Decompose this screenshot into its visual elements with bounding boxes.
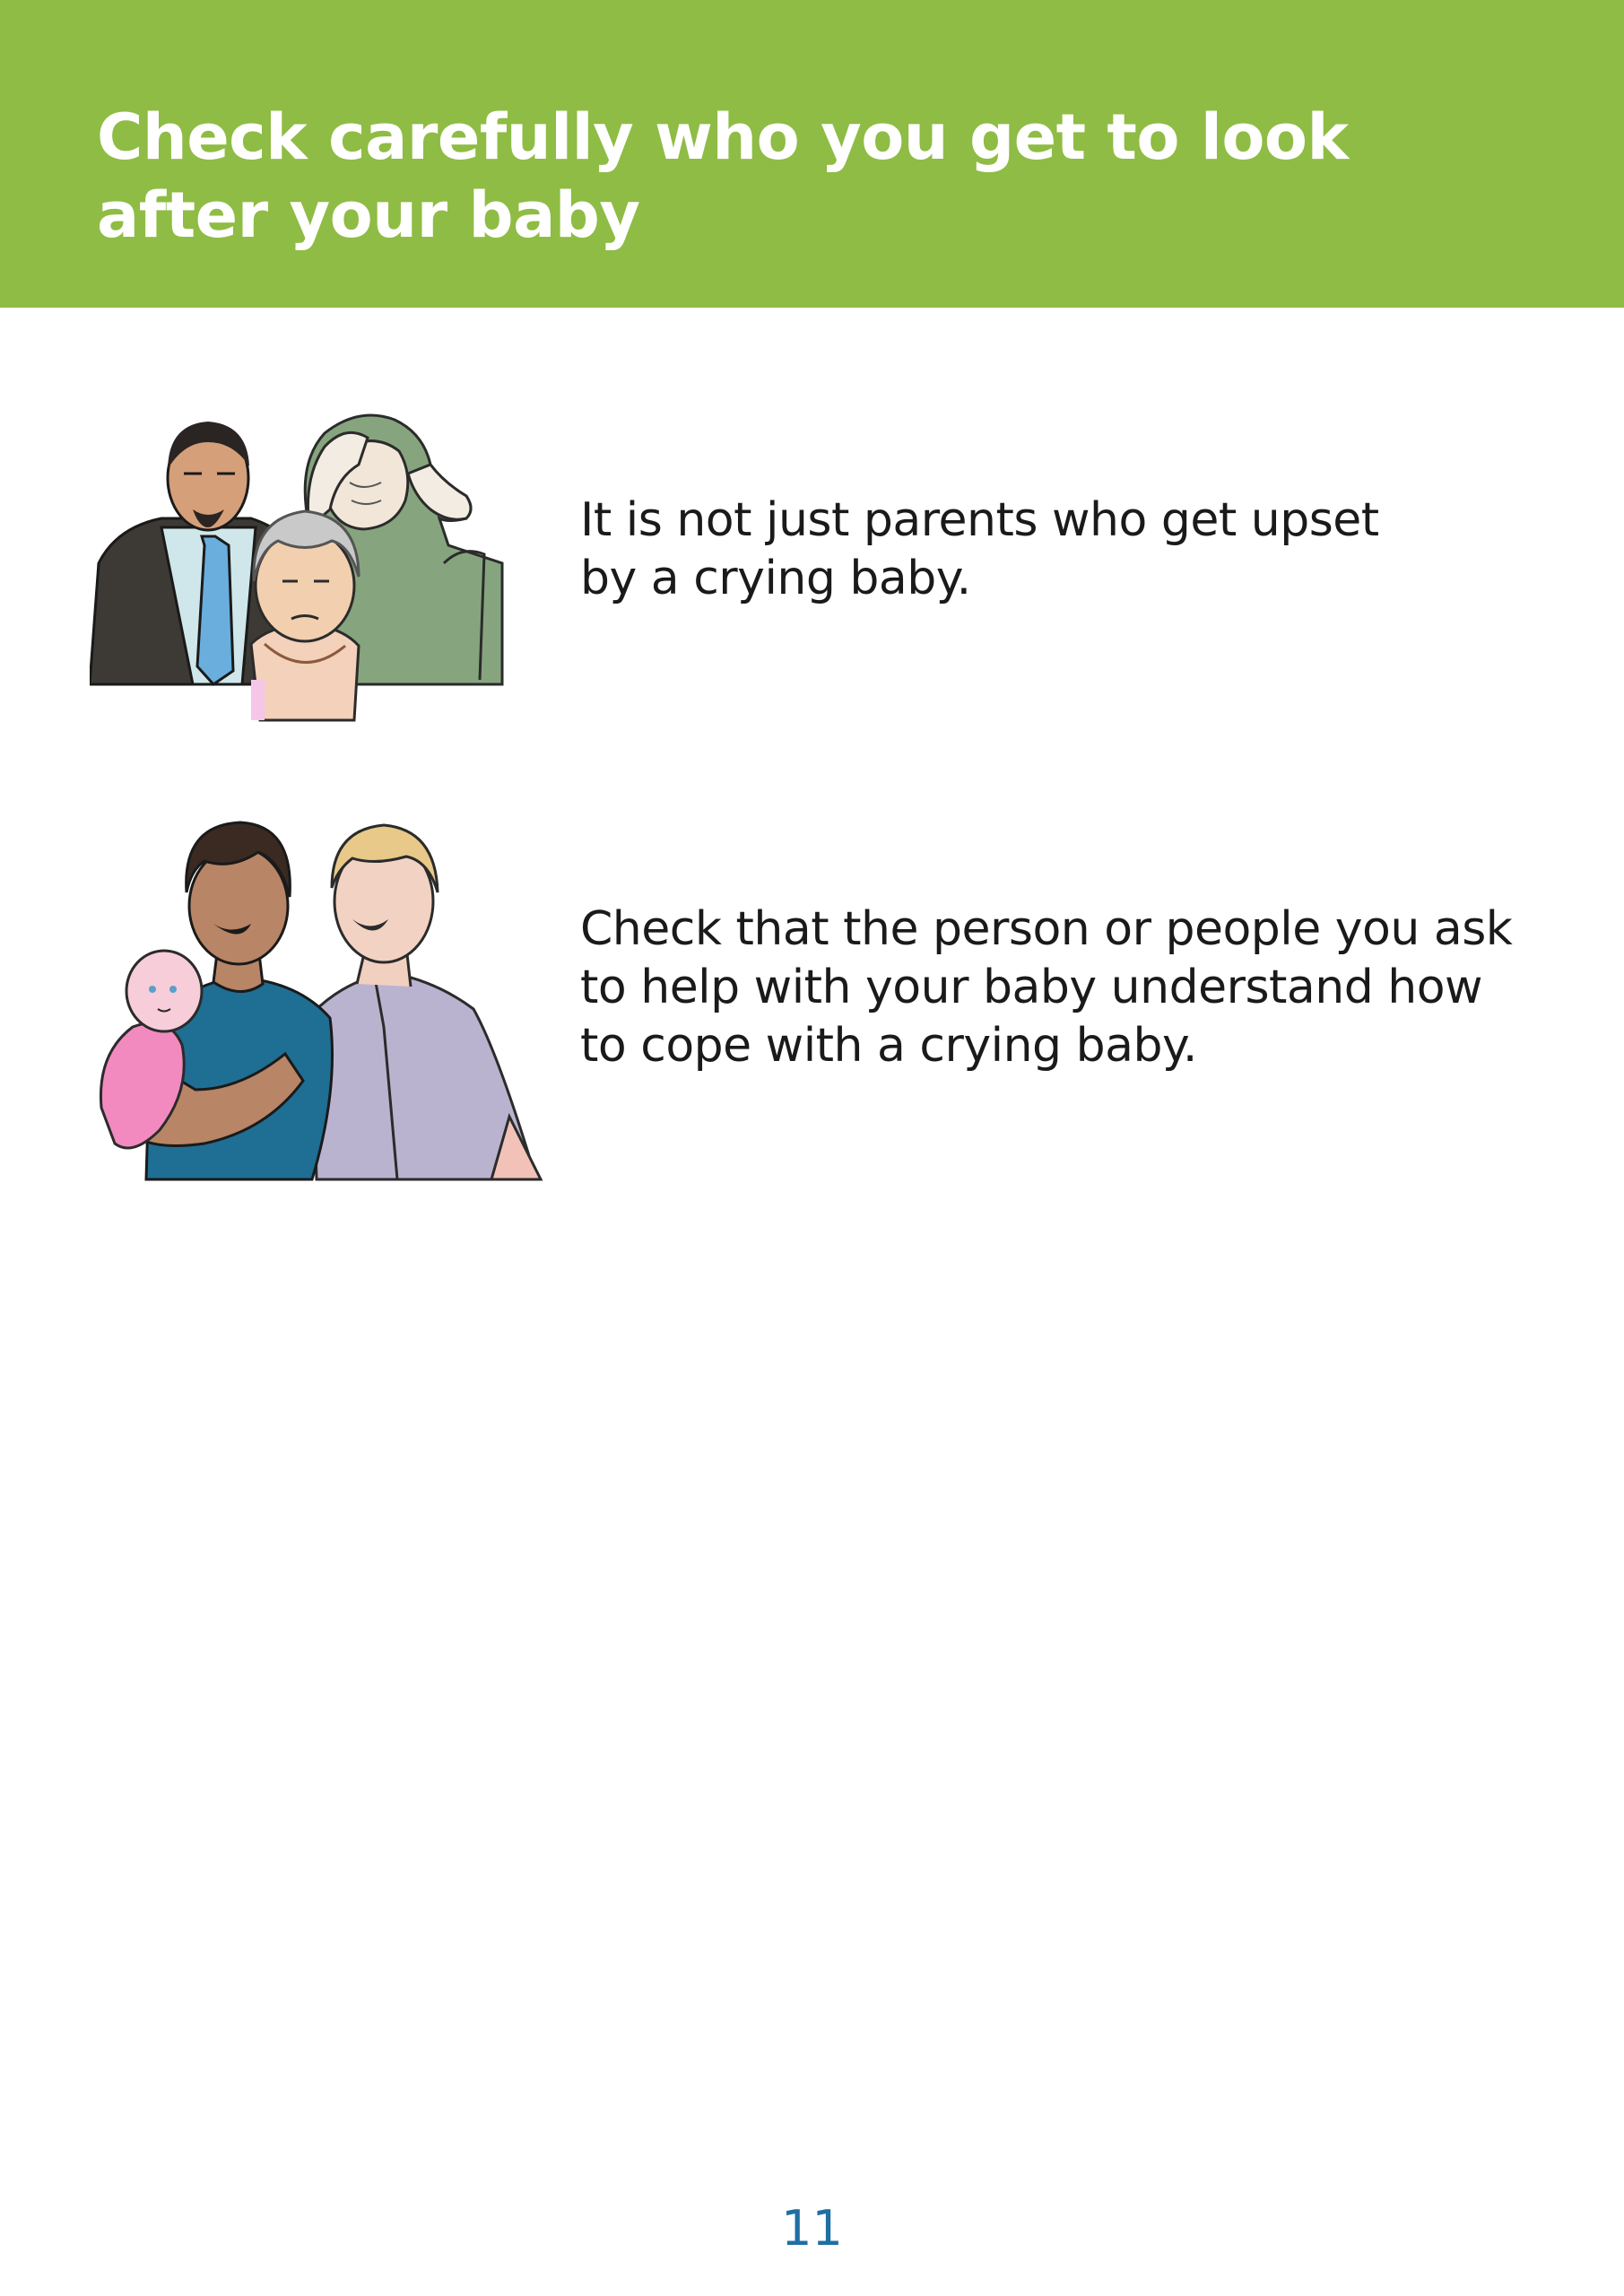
people-upset-illustration bbox=[90, 411, 565, 725]
page-title bbox=[97, 99, 1442, 255]
blond-man-figure bbox=[312, 825, 541, 1179]
page-title-line: Check carefully who you get to look bbox=[97, 100, 1349, 174]
section-text bbox=[580, 491, 1379, 608]
section-text-line: to help with your baby understand how bbox=[580, 961, 1483, 1014]
section-text-line: Check that the person or people you ask bbox=[580, 902, 1513, 956]
section-text bbox=[580, 900, 1512, 1075]
section-text-line: to cope with a crying baby. bbox=[580, 1019, 1197, 1073]
men-holding-baby-illustration bbox=[97, 821, 545, 1188]
older-woman-figure bbox=[251, 511, 359, 720]
page-number: 11 bbox=[781, 2200, 843, 2257]
header-banner bbox=[0, 0, 1624, 308]
section-text-line: It is not just parents who get upset bbox=[580, 493, 1379, 547]
section-text-line: by a crying baby. bbox=[580, 552, 971, 605]
page-title-line: after your baby bbox=[97, 178, 640, 252]
